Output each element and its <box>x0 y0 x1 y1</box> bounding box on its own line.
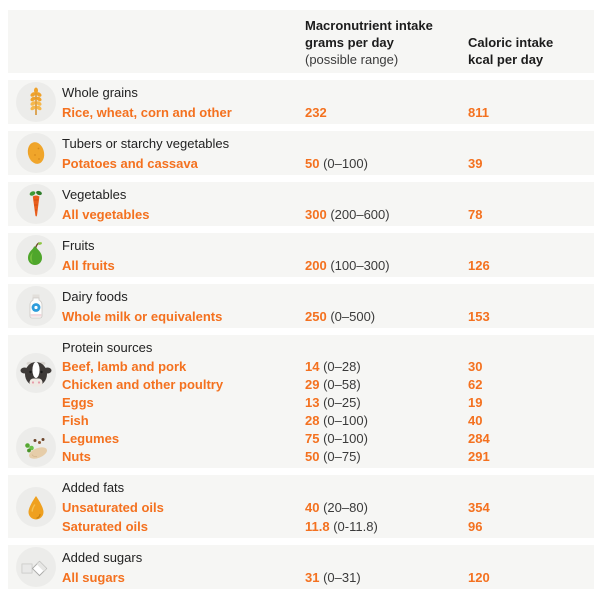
category-label: Fruits <box>62 238 95 253</box>
kcal-value: 30 <box>468 359 483 374</box>
fruits-icon-cell <box>8 233 62 277</box>
item-label: Beef, lamb and pork <box>62 359 187 374</box>
category-label: Added fats <box>62 480 125 495</box>
grams-value: 75 (0–100) <box>305 431 368 446</box>
protein-icon-cell <box>8 335 62 468</box>
table-row <box>62 256 594 275</box>
grams-value: 29 (0–58) <box>305 377 361 392</box>
tubers-icon-cell <box>8 131 62 175</box>
potato-icon <box>16 133 56 173</box>
oil-drop-icon <box>16 487 56 527</box>
cow-icon <box>16 353 56 393</box>
table-header <box>8 10 594 73</box>
column-header-grams-line2: grams per day <box>305 35 394 50</box>
row-protein-sources <box>8 335 594 468</box>
table-row <box>62 154 594 173</box>
kcal-value: 120 <box>468 570 490 585</box>
item-label: Saturated oils <box>62 519 148 534</box>
legumes-icon <box>16 427 56 467</box>
grams-value: 50 (0–100) <box>305 156 368 171</box>
kcal-value: 153 <box>468 309 490 324</box>
kcal-value: 40 <box>468 413 483 428</box>
sugar-cubes-icon <box>16 547 56 587</box>
grams-value: 28 (0–100) <box>305 413 368 428</box>
table-row <box>62 358 594 376</box>
table-row <box>62 568 594 587</box>
category-label: Protein sources <box>62 340 153 355</box>
kcal-value: 39 <box>468 156 483 171</box>
row-added-sugars <box>8 545 594 589</box>
row-whole-grains <box>8 80 594 124</box>
category-label: Tubers or starchy vegetables <box>62 136 230 151</box>
added-sugars-icon-cell <box>8 545 62 589</box>
column-header-grams-line3: (possible range) <box>305 52 399 67</box>
table-row <box>62 498 594 517</box>
column-header-grams <box>305 17 468 66</box>
added-fats-icon-cell <box>8 475 62 538</box>
vegetables-icon-cell <box>8 182 62 226</box>
item-label: Legumes <box>62 431 120 446</box>
item-label: Eggs <box>62 395 94 410</box>
item-label: All vegetables <box>62 207 150 222</box>
item-label: Nuts <box>62 449 91 464</box>
kcal-value: 284 <box>468 431 490 446</box>
column-header-calories-line1: Caloric intake <box>468 35 554 50</box>
table-row <box>62 448 594 466</box>
whole-grains-icon-cell <box>8 80 62 124</box>
grams-value: 14 (0–28) <box>305 359 361 374</box>
item-label: All sugars <box>62 570 125 585</box>
kcal-value: 78 <box>468 207 483 222</box>
table-row <box>62 394 594 412</box>
grams-value: 50 (0–75) <box>305 449 361 464</box>
category-label: Whole grains <box>62 85 138 100</box>
row-vegetables <box>8 182 594 226</box>
category-label: Added sugars <box>62 550 143 565</box>
grams-value: 40 (20–80) <box>305 500 368 515</box>
item-label: Fish <box>62 413 89 428</box>
header-spacer <box>8 17 305 66</box>
item-label: Rice, wheat, corn and other <box>62 105 232 120</box>
kcal-value: 291 <box>468 449 490 464</box>
table-row <box>62 205 594 224</box>
table-row <box>62 412 594 430</box>
item-label: All fruits <box>62 258 115 273</box>
category-label: Vegetables <box>62 187 127 202</box>
kcal-value: 19 <box>468 395 483 410</box>
grams-value: 31 (0–31) <box>305 570 361 585</box>
grams-value: 232 <box>305 105 327 120</box>
item-label: Chicken and other poultry <box>62 377 224 392</box>
kcal-value: 354 <box>468 500 490 515</box>
kcal-value: 96 <box>468 519 483 534</box>
item-label: Unsaturated oils <box>62 500 164 515</box>
milk-bottle-icon <box>16 286 56 326</box>
table-row <box>62 430 594 448</box>
table-row <box>62 376 594 394</box>
table-row <box>62 103 594 122</box>
column-header-calories <box>468 17 594 66</box>
carrot-icon <box>16 184 56 224</box>
kcal-value: 811 <box>468 105 489 120</box>
kcal-value: 62 <box>468 377 483 392</box>
wheat-icon <box>16 82 56 122</box>
column-header-calories-line2: kcal per day <box>468 52 544 67</box>
row-added-fats <box>8 475 594 538</box>
item-label: Whole milk or equivalents <box>62 309 223 324</box>
dairy-icon-cell <box>8 284 62 328</box>
column-header-grams-line1: Macronutrient intake <box>305 18 433 33</box>
pear-icon <box>16 235 56 275</box>
table-row <box>62 517 594 536</box>
row-fruits <box>8 233 594 277</box>
category-label: Dairy foods <box>62 289 128 304</box>
grams-value: 11.8 (0-11.8) <box>305 519 378 534</box>
grams-value: 200 (100–300) <box>305 258 390 273</box>
table-row <box>62 307 594 326</box>
grams-value: 300 (200–600) <box>305 207 390 222</box>
grams-value: 250 (0–500) <box>305 309 376 324</box>
row-tubers <box>8 131 594 175</box>
item-label: Potatoes and cassava <box>62 156 198 171</box>
kcal-value: 126 <box>468 258 490 273</box>
grams-value: 13 (0–25) <box>305 395 361 410</box>
row-dairy <box>8 284 594 328</box>
